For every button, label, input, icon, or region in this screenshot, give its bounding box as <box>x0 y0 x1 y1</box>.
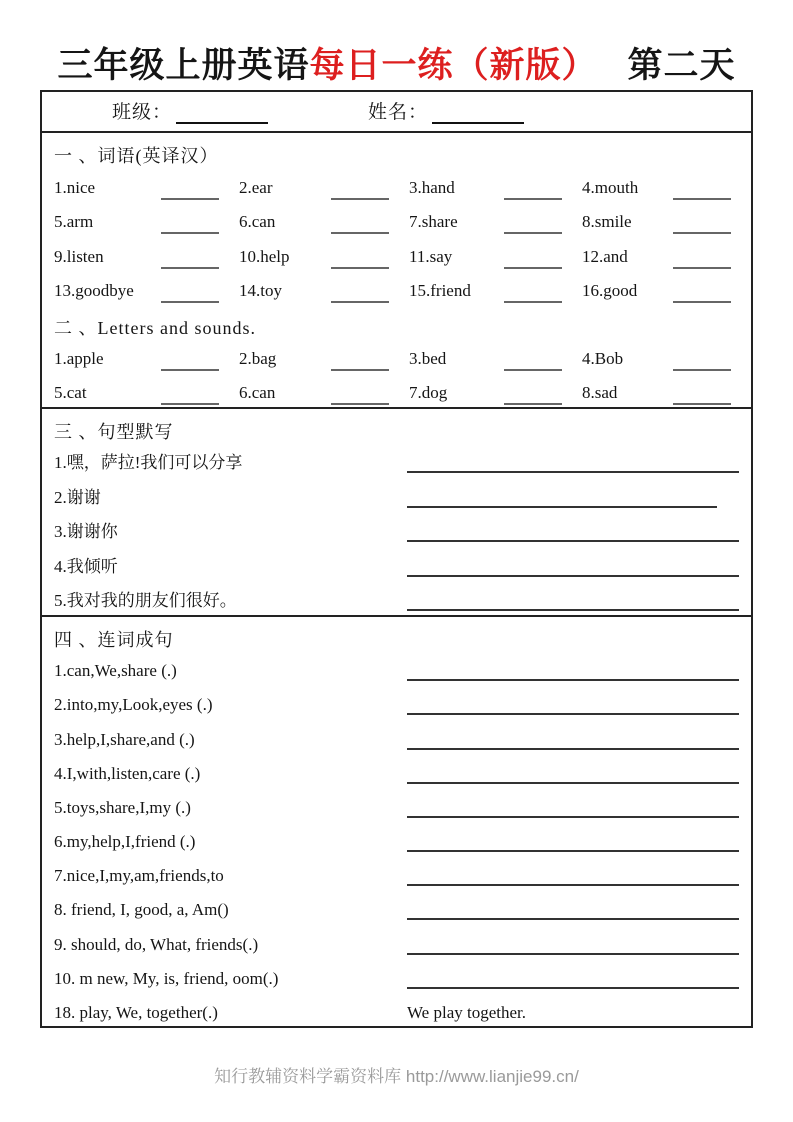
word-label: 15.friend <box>409 281 471 300</box>
word-label: 13.goodbye <box>54 281 134 300</box>
word-label: 8.sad <box>582 383 618 402</box>
sentence-item <box>42 546 751 580</box>
answer-line <box>407 669 739 681</box>
answer-blank <box>504 259 562 269</box>
word-label: 7.dog <box>409 383 448 402</box>
word-item <box>582 339 751 373</box>
word-label: 3.bed <box>409 349 447 368</box>
printed-answer: We play together. <box>407 1003 527 1023</box>
footer-watermark: 知行教辅资料学霸资料库 http://www.lianjie99.cn/ <box>214 1067 579 1086</box>
word-item <box>409 167 582 202</box>
word-label: 4.Bob <box>582 349 624 368</box>
word-label: 1.apple <box>54 349 104 368</box>
sentence-item <box>42 685 751 719</box>
answer-blank <box>673 224 731 234</box>
word-label: 5.arm <box>54 212 94 231</box>
word-item <box>239 202 409 237</box>
page-title <box>0 38 793 88</box>
sentence-prompt: 7.nice,I,my,am,friends,to <box>54 866 224 886</box>
word-item <box>582 202 751 237</box>
section1-word-grid <box>42 167 751 305</box>
sentence-prompt: 4.I,with,listen,care (.) <box>54 763 201 783</box>
section3 <box>42 407 751 615</box>
word-item <box>239 271 409 306</box>
answer-blank <box>331 361 389 371</box>
answer-blank <box>331 293 389 303</box>
section1-title: 一 、词语(英译汉） <box>54 146 219 166</box>
word-label: 2.ear <box>239 177 273 197</box>
answer-blank <box>331 395 389 405</box>
word-label: 8.smile <box>582 212 632 231</box>
sentence-prompt: 5.我对我的朋友们很好。 <box>54 590 237 610</box>
answer-blank <box>331 190 389 200</box>
worksheet-box <box>40 90 753 1028</box>
answer-blank <box>673 259 731 269</box>
answer-line <box>407 977 739 989</box>
word-item <box>582 236 751 271</box>
answer-line <box>407 461 739 473</box>
section4-title: 四 、连词成句 <box>54 629 174 650</box>
sentence-prompt: 1.can,We,share (.) <box>54 661 177 681</box>
word-item <box>409 339 582 373</box>
sentence-prompt: 4.我倾听 <box>54 556 118 576</box>
sentence-item <box>42 959 751 993</box>
section2-title: 二 、Letters and sounds. <box>54 318 256 338</box>
sentence-prompt: 6.my,help,I,friend (.) <box>54 832 196 852</box>
answer-line <box>407 806 739 818</box>
title-part2-red: 每日一练（新版） <box>309 46 598 85</box>
sentence-item <box>42 477 751 511</box>
answer-blank <box>504 224 562 234</box>
answer-line <box>407 874 739 886</box>
sentence-item <box>42 443 751 477</box>
answer-blank <box>504 293 562 303</box>
sentence-item <box>42 890 751 924</box>
word-label: 6.can <box>239 212 276 231</box>
word-label: 16.good <box>582 281 638 300</box>
sentence-prompt: 2.into,my,Look,eyes (.) <box>54 695 213 715</box>
answer-blank <box>161 190 219 200</box>
title-part1: 三年级上册英语 <box>57 46 310 85</box>
word-label: 1.nice <box>54 177 96 197</box>
answer-blank <box>673 361 731 371</box>
word-label: 5.cat <box>54 383 87 402</box>
sentence-item <box>42 856 751 890</box>
class-blank-line <box>176 110 268 124</box>
word-item <box>582 271 751 306</box>
answer-line <box>407 530 739 542</box>
word-item <box>409 236 582 271</box>
word-item <box>54 339 239 373</box>
word-label: 14.toy <box>239 281 282 300</box>
sentence-item <box>42 993 751 1027</box>
word-item <box>239 236 409 271</box>
answer-line <box>407 943 739 955</box>
word-item <box>409 202 582 237</box>
sentence-item <box>42 719 751 753</box>
answer-blank <box>673 395 731 405</box>
sentence-item <box>42 581 751 615</box>
answer-blank <box>161 395 219 405</box>
sentence-item <box>42 512 751 546</box>
sentence-item <box>42 924 751 958</box>
sentence-prompt: 18. play, We, together(.) <box>54 1003 218 1023</box>
word-item <box>582 167 751 202</box>
sentence-prompt: 1.嘿，萨拉!我们可以分享 <box>54 453 243 473</box>
answer-blank <box>161 224 219 234</box>
answer-blank <box>673 190 731 200</box>
section2-word-grid <box>42 339 751 407</box>
sentence-prompt: 2.谢谢 <box>54 487 101 507</box>
answer-blank <box>161 293 219 303</box>
sentence-prompt: 5.toys,share,I,my (.) <box>54 797 191 817</box>
answer-line <box>407 908 739 920</box>
sentence-prompt: 9. should, do, What, friends(.) <box>54 934 259 954</box>
answer-line <box>407 703 739 715</box>
word-label: 3.hand <box>409 177 455 197</box>
answer-blank <box>504 395 562 405</box>
word-label: 11.say <box>409 246 453 266</box>
sentence-prompt: 10. m new, My, is, friend, oom(.) <box>54 968 279 988</box>
sentence-item <box>42 754 751 788</box>
name-label: 姓名： <box>368 102 429 123</box>
word-label: 6.can <box>239 383 276 402</box>
sentence-prompt: 8. friend, I, good, a, Am() <box>54 900 229 920</box>
answer-line <box>407 599 739 611</box>
section3-title: 三 、句型默写 <box>54 422 174 442</box>
answer-blank <box>504 361 562 371</box>
word-label: 10.help <box>239 246 290 266</box>
sentence-prompt: 3.谢谢你 <box>54 522 118 542</box>
answer-line <box>407 840 739 852</box>
word-item <box>582 373 751 407</box>
word-item <box>54 236 239 271</box>
answer-blank <box>331 259 389 269</box>
answer-blank <box>504 190 562 200</box>
word-item <box>54 373 239 407</box>
answer-line <box>407 772 739 784</box>
answer-blank <box>331 224 389 234</box>
word-label: 12.and <box>582 246 628 266</box>
word-label: 7.share <box>409 212 458 231</box>
word-label: 9.listen <box>54 246 104 266</box>
answer-blank <box>161 361 219 371</box>
name-blank-line <box>432 110 524 124</box>
word-item <box>54 202 239 237</box>
identity-row <box>42 92 751 133</box>
word-item <box>409 271 582 306</box>
word-item <box>54 271 239 306</box>
word-item <box>239 373 409 407</box>
section4 <box>42 615 751 1027</box>
sentence-prompt: 3.help,I,share,and (.) <box>54 729 195 749</box>
title-part3: 第二天 <box>627 46 736 85</box>
word-item <box>239 339 409 373</box>
class-label: 班级： <box>112 102 173 123</box>
sentence-item <box>42 651 751 685</box>
word-label: 2.bag <box>239 349 277 368</box>
word-label: 4.mouth <box>582 177 639 197</box>
sentence-item <box>42 788 751 822</box>
answer-blank <box>161 259 219 269</box>
word-item <box>239 167 409 202</box>
answer-line <box>407 738 739 750</box>
answer-blank <box>673 293 731 303</box>
answer-line <box>407 565 739 577</box>
answer-line <box>407 496 717 508</box>
word-item <box>409 373 582 407</box>
sentence-item <box>42 822 751 856</box>
word-item <box>54 167 239 202</box>
